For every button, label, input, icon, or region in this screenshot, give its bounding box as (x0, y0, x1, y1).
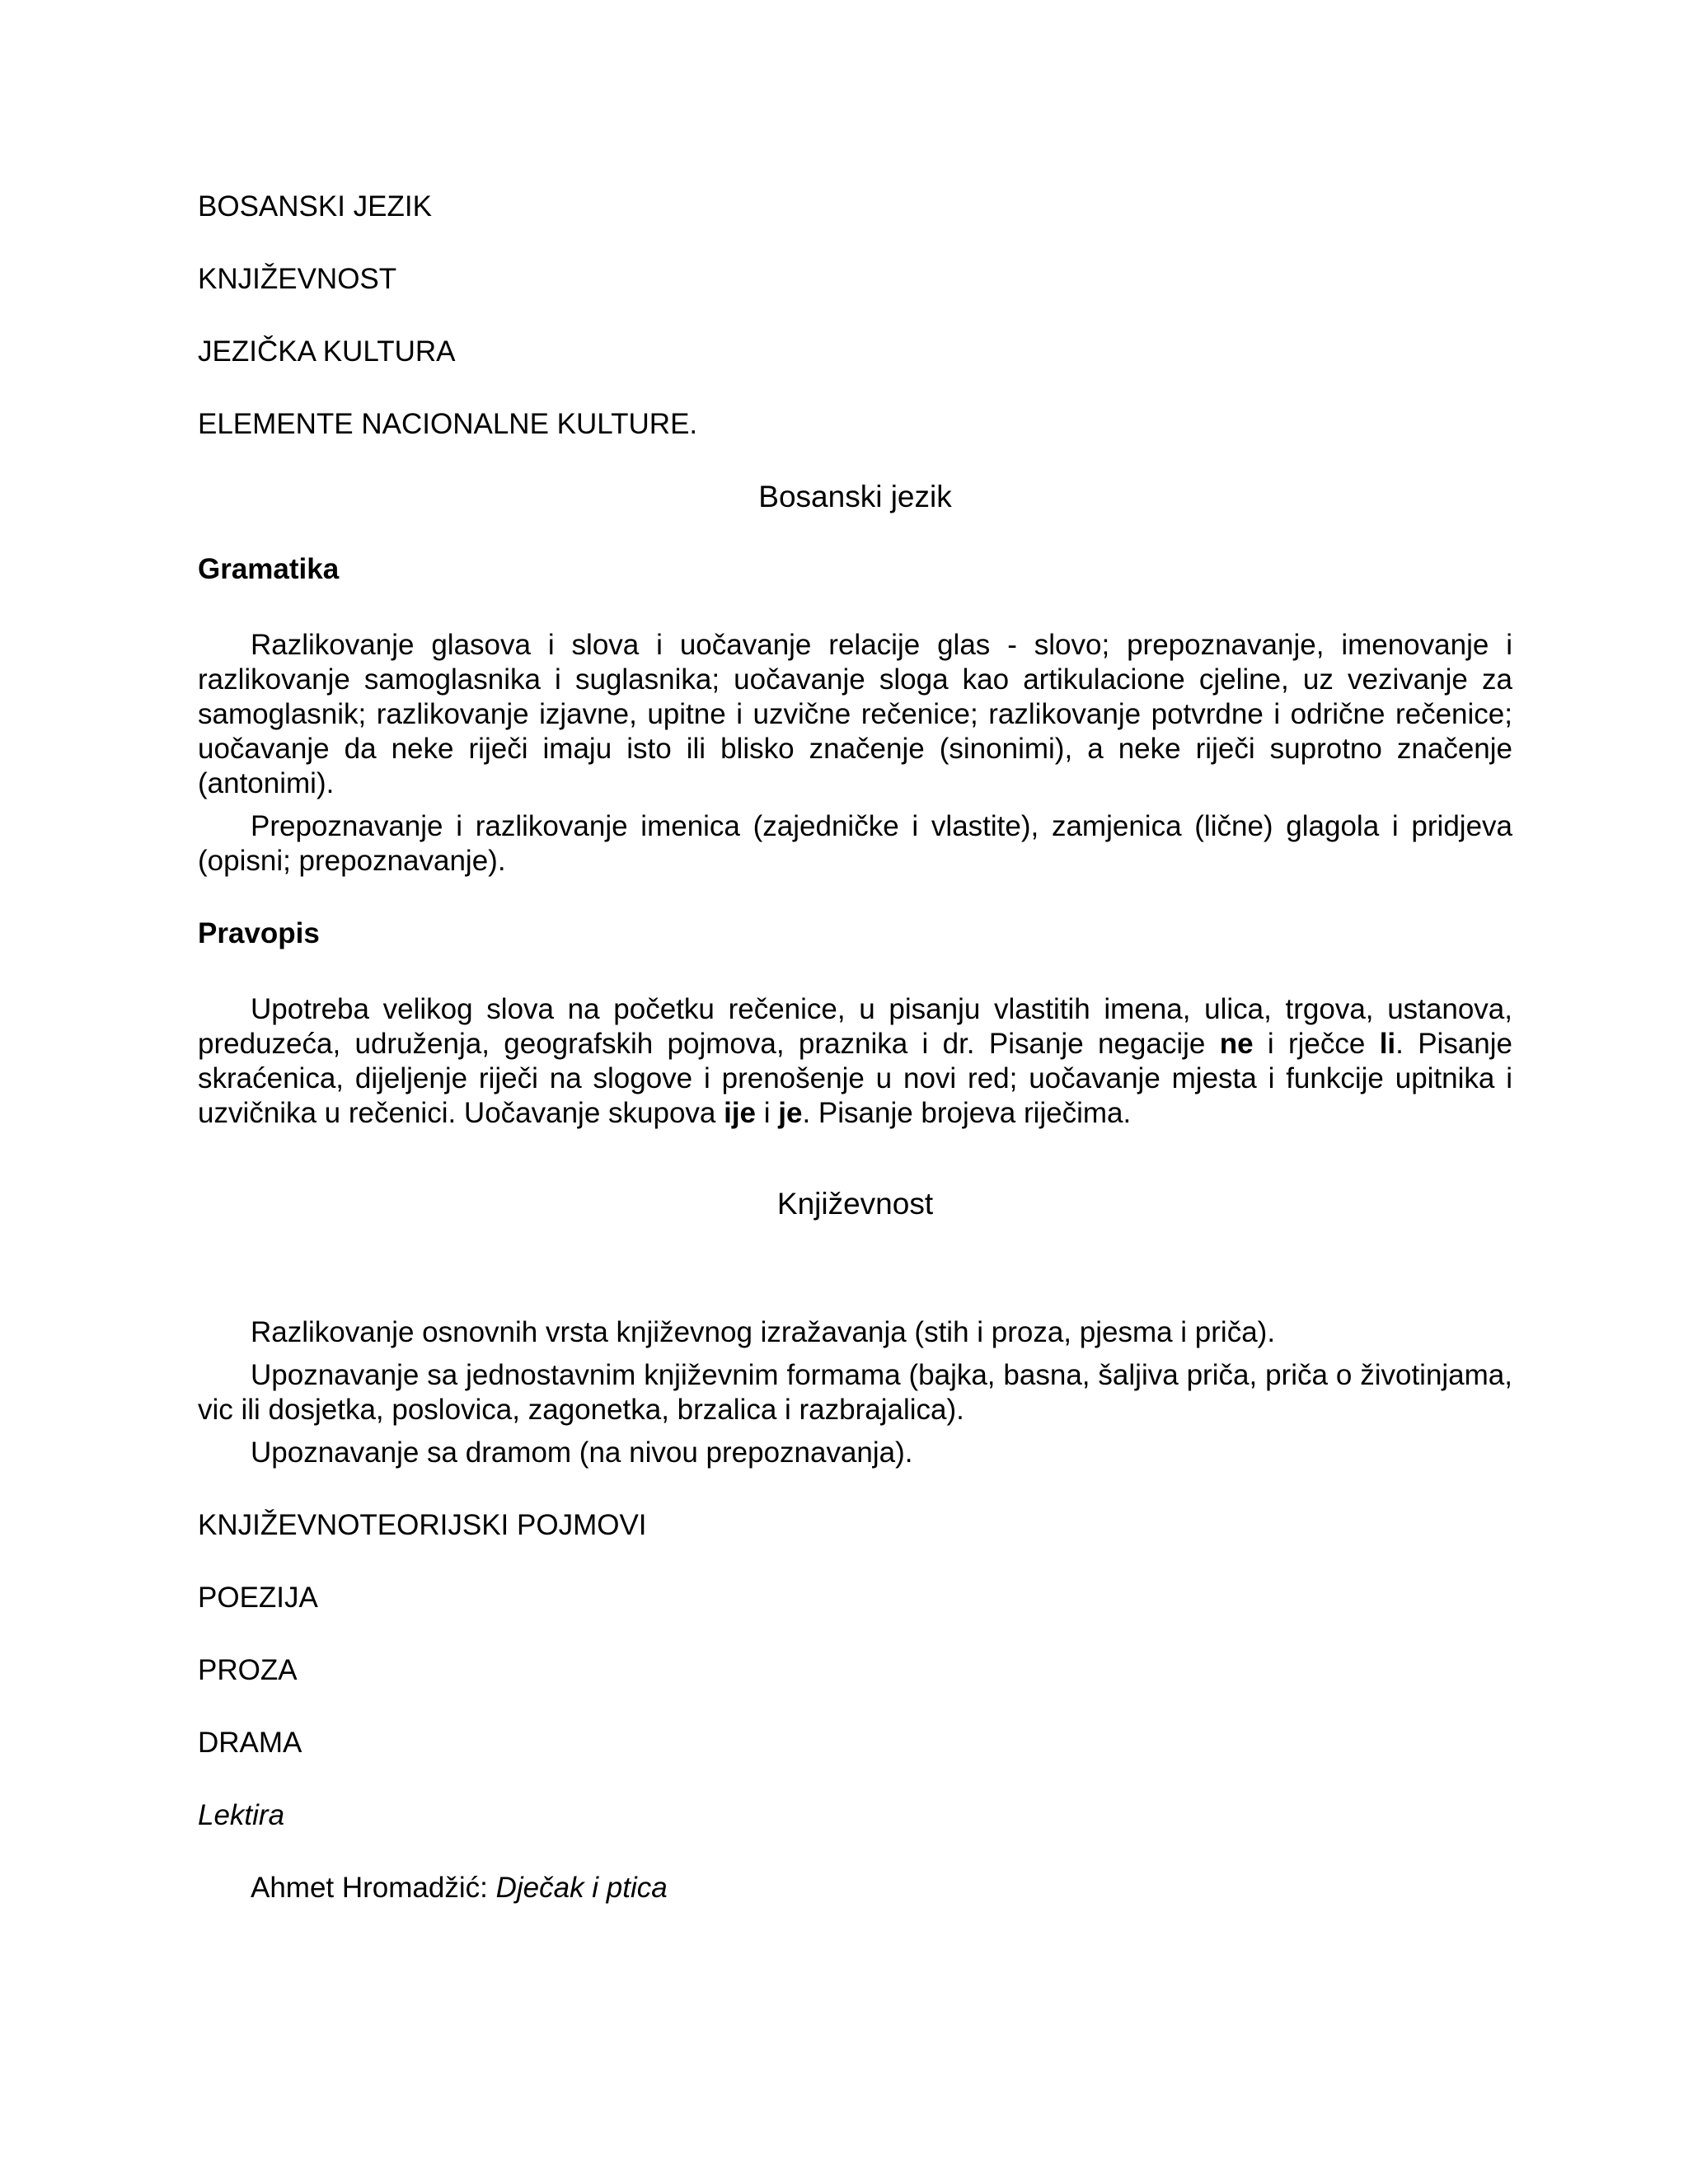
header-line-4: ELEMENTE NACIONALNE KULTURE. (198, 408, 698, 440)
pravopis-text-a: Upotreba velikog slova na početku rečenice, u pisanju vlastitih imena, ulica, trgova, ustanova, preduzeća, udruženja, geografskih pojmova, praznika i dr. Pisanje negacije (198, 993, 1512, 1060)
knjizevnost-paragraph-2: Upoznavanje sa jednostavnim književnim formama (bajka, basna, šaljiva priča, priča o životinjama, vic ili dosjetka, poslovica, zagonetka, brzalica i razbrajalica). (198, 1359, 1512, 1426)
pravopis-text-c: i rječce (1253, 1028, 1380, 1060)
pravopis-text-e: . Pisanje skraćenica, dijeljenje riječi na slogove i prenošenje u novi red; uočavanje mjesta i funkcije upitnika i uzvičnika u rečenici. Uočavanje skupova (198, 1028, 1512, 1129)
header-line-2: KNJIŽEVNOST (198, 263, 397, 295)
pravopis-bold-li: li (1379, 1028, 1396, 1060)
gramatika-paragraph-1: Razlikovanje glasova i slova i uočavanje relacije glas - slovo; prepoznavanje, imenovanje i razlikovanje samoglasnika i suglasnika; uočavanje sloga kao artikulacione cjeline, uz vezivanje za samoglasnik; razlikovanje izjavne, upitne i uzvične rečenice; razlikovanje potvrdne i odrične rečenice; uočavanje da neke riječi imaju isto ili blisko značenje (sinonimi), a neke riječi suprotno značenje (antonimi). (198, 629, 1512, 799)
gramatika-heading: Gramatika (198, 553, 340, 585)
lektira-heading: Lektira (198, 1799, 285, 1831)
term-proza: PROZA (198, 1654, 298, 1686)
lektira-author: Ahmet Hromadžić: (251, 1872, 496, 1904)
gramatika-paragraph-2: Prepoznavanje i razlikovanje imenica (zajedničke i vlastite), zamjenica (lične) glagola i pridjeva (opisni; prepoznavanje). (198, 810, 1512, 877)
pravopis-text-g: i (756, 1097, 779, 1129)
section-title-bosanski-jezik: Bosanski jezik (758, 480, 952, 513)
pravopis-bold-ije: ije (724, 1097, 757, 1129)
lektira-entry (198, 1871, 1512, 1905)
knjizevnost-paragraph-3: Upoznavanje sa dramom (na nivou prepoznavanja). (251, 1436, 913, 1469)
header-line-3: JEZIČKA KULTURA (198, 335, 456, 368)
term-drama: DRAMA (198, 1727, 302, 1759)
pravopis-text-i: . Pisanje brojeva riječima. (802, 1097, 1132, 1129)
pravopis-bold-ne: ne (1219, 1028, 1254, 1060)
pravopis-bold-je: je (778, 1097, 803, 1129)
term-poezija: POEZIJA (198, 1582, 318, 1614)
header-line-1: BOSANSKI JEZIK (198, 190, 432, 223)
knjizevnost-paragraph-1: Razlikovanje osnovnih vrsta književnog izražavanja (stih i proza, pjesma i priča). (251, 1316, 1276, 1348)
document-page (198, 190, 1512, 1905)
lektira-work: Dječak i ptica (495, 1872, 668, 1904)
pravopis-paragraph (198, 992, 1512, 1131)
section-title-knjizevnost: Književnost (776, 1187, 934, 1221)
term-knjizevnoteorijski-pojmovi: KNJIŽEVNOTEORIJSKI POJMOVI (198, 1509, 647, 1541)
pravopis-heading: Pravopis (198, 917, 320, 949)
